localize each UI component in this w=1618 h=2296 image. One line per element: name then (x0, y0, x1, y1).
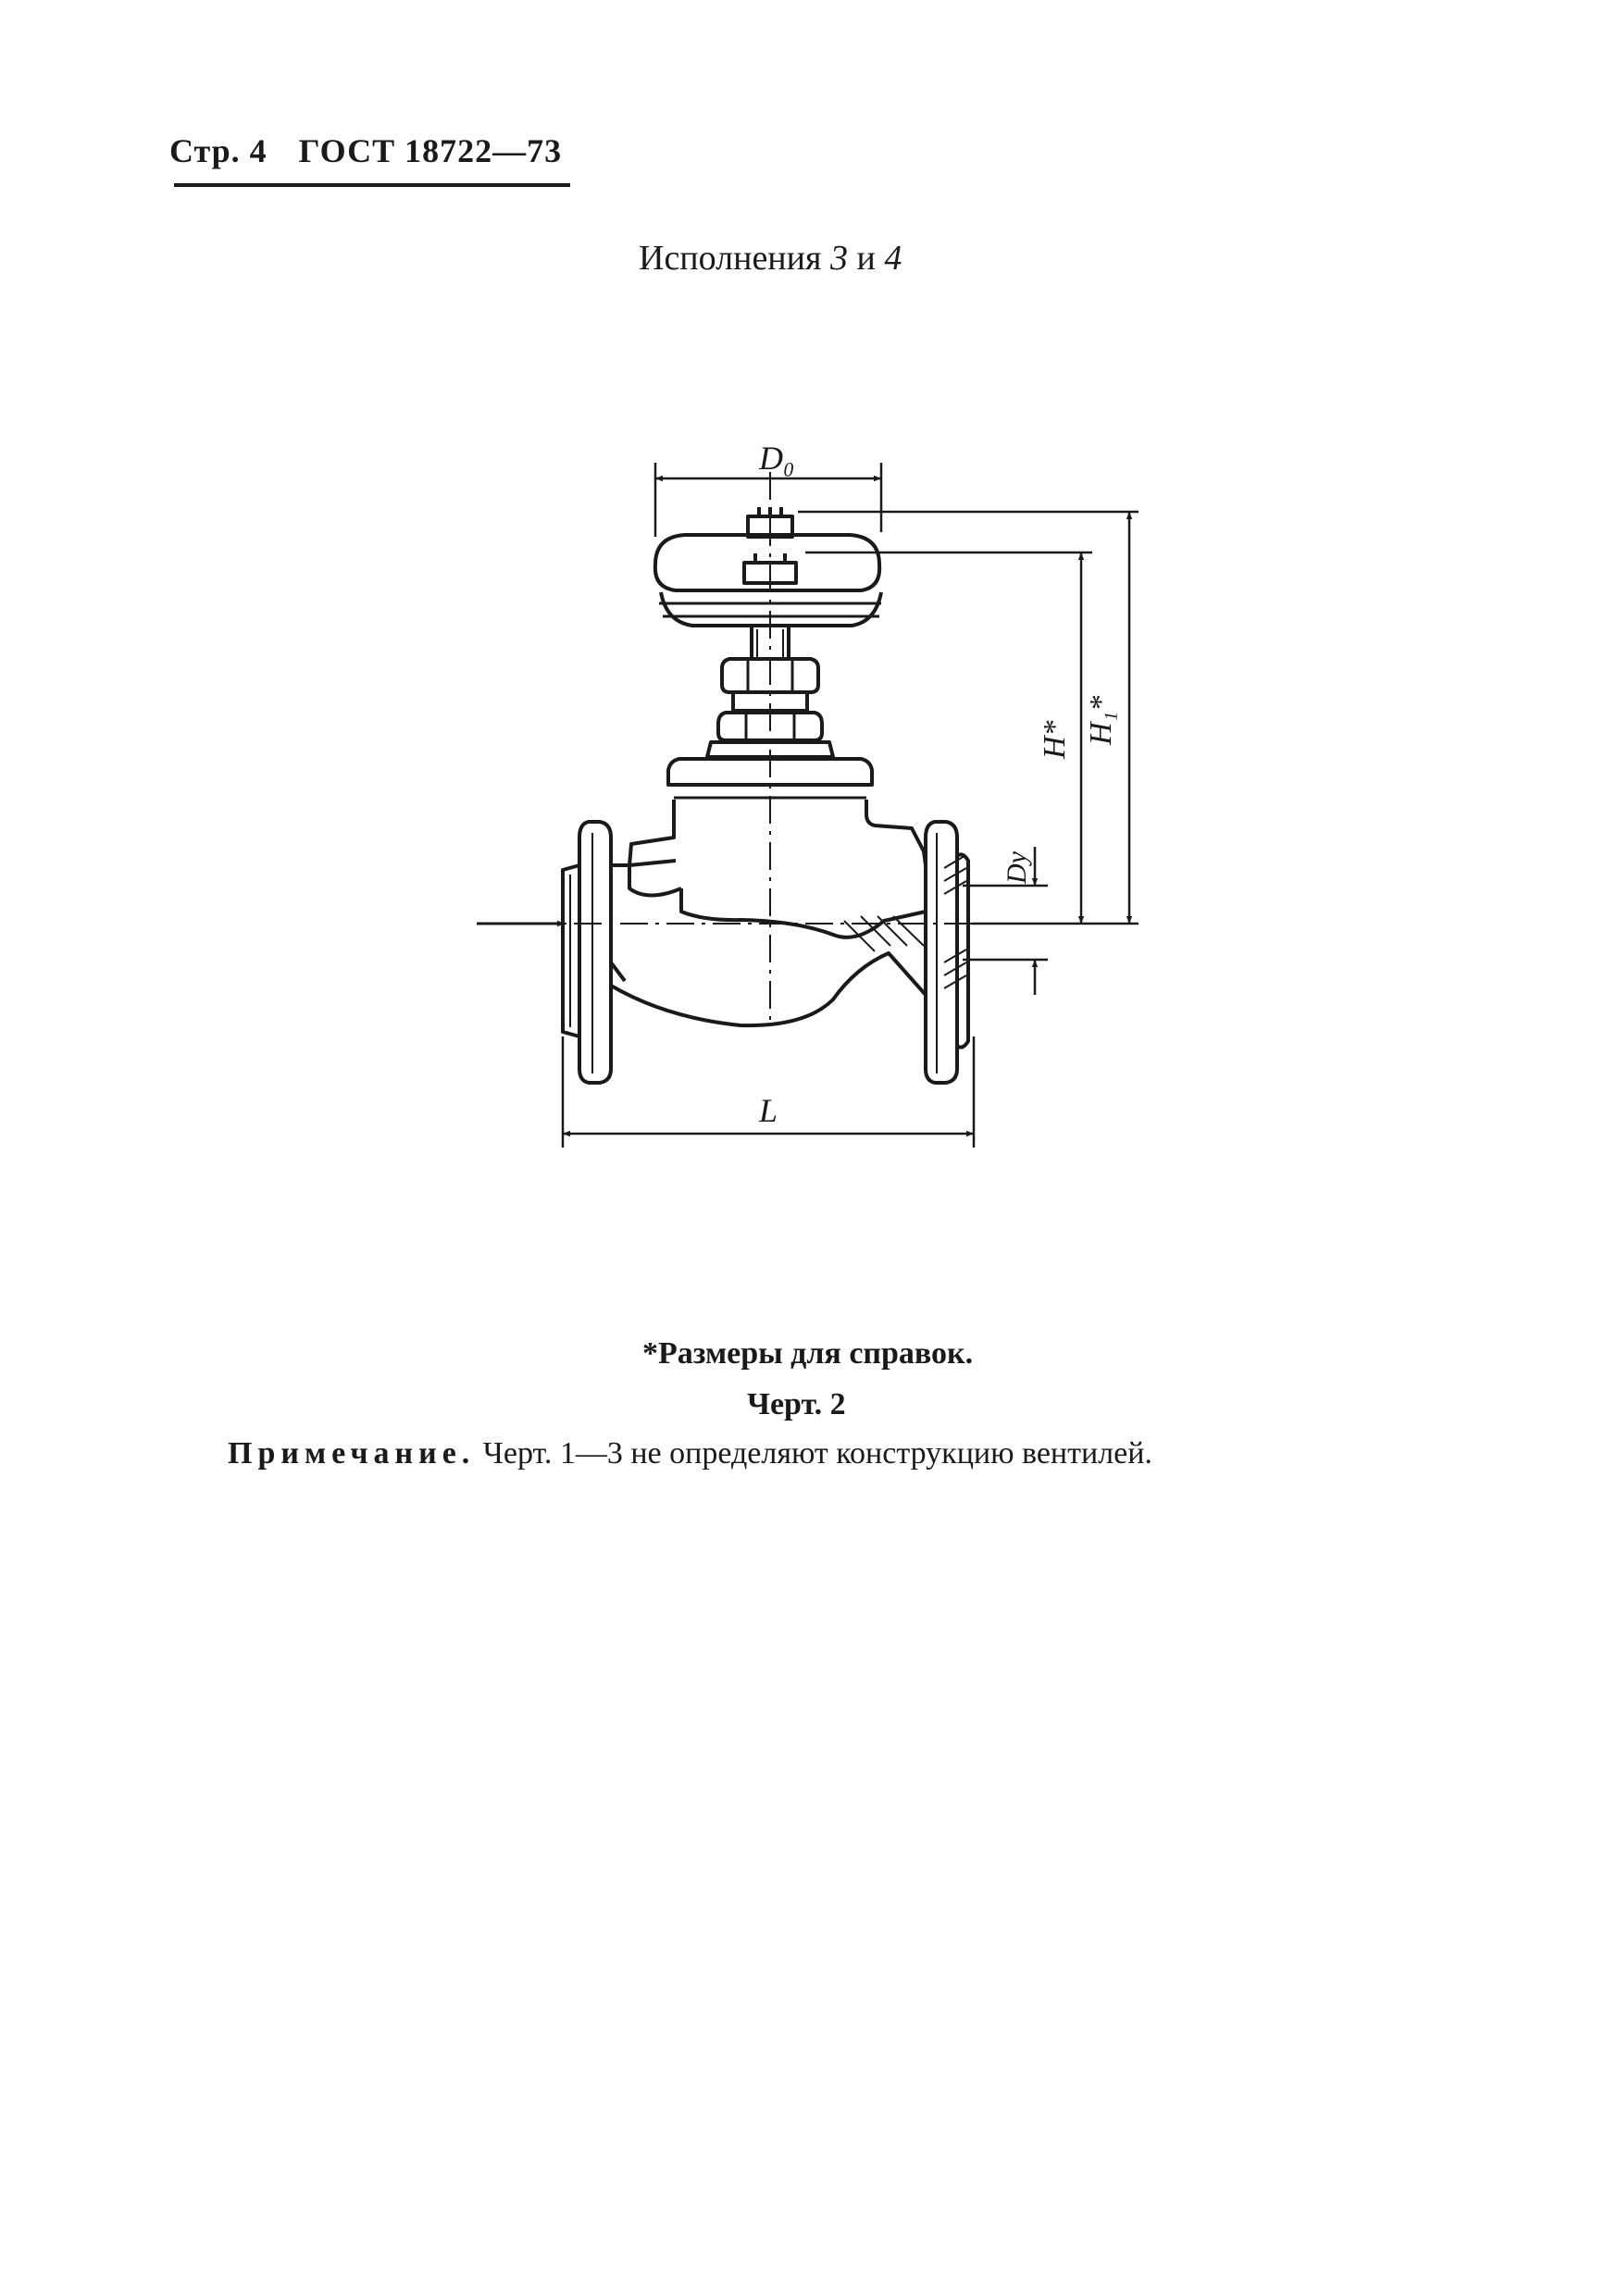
subtitle-version-first: 3 (829, 239, 848, 278)
subtitle-conjunction: и (856, 239, 876, 278)
note-text: Черт. 1—3 не определяют конструкцию вентилей. (482, 1436, 1152, 1471)
label-d0: D₀ (759, 440, 795, 477)
handwheel (655, 507, 881, 626)
valve-body (611, 800, 926, 1025)
page-number: Стр. 4 (169, 132, 268, 169)
label-dy: Dy (1002, 851, 1032, 884)
note-label: Примечание. (228, 1436, 476, 1471)
subtitle-prefix: Исполнения (639, 239, 822, 278)
standard-number: ГОСТ 18722—73 (298, 132, 563, 169)
center-lines (528, 472, 1000, 1027)
right-flange (926, 822, 968, 1083)
reference-footnote: *Размеры для справок. (642, 1336, 974, 1371)
left-flange (563, 822, 611, 1083)
subtitle-version-second: 4 (884, 239, 902, 278)
note (228, 1436, 1152, 1471)
label-h1: H₁* (1084, 695, 1118, 745)
drawing-number: Черт. 2 (747, 1387, 846, 1421)
label-h: H* (1038, 720, 1072, 759)
label-l: L (759, 1092, 778, 1129)
